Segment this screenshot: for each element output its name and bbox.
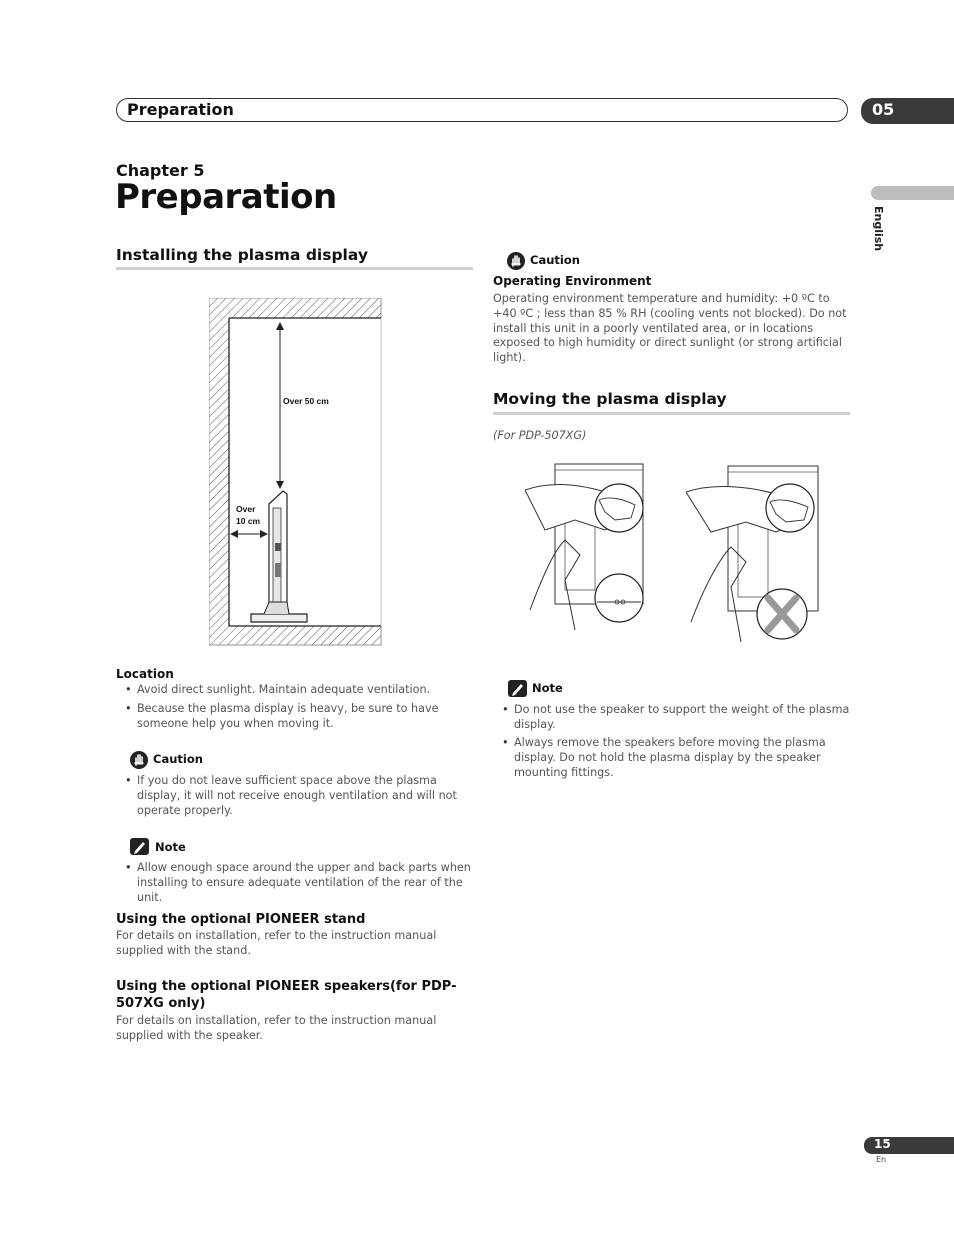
section-title-installing: Installing the plasma display — [116, 246, 368, 264]
moving-correct-illustration — [525, 460, 650, 632]
operating-environment-title: Operating Environment — [493, 274, 652, 288]
section-title-moving: Moving the plasma display — [493, 390, 727, 408]
section-rule — [493, 412, 850, 415]
caution-label: Caution — [153, 752, 203, 766]
stand-title: Using the optional PIONEER stand — [116, 912, 366, 927]
speakers-title: Using the optional PIONEER speakers(for PDP-507XG only) — [116, 979, 457, 1011]
label-over-50cm: Over 50 cm — [283, 396, 329, 406]
label-10cm: 10 cm — [236, 516, 261, 526]
list-item: • Do not use the speaker to support the weight of the plasma display. — [502, 703, 850, 731]
language-label: English — [872, 206, 885, 252]
location-title: Location — [116, 667, 174, 681]
page-lang-code: En — [876, 1155, 887, 1164]
list-item: • If you do not leave sufficient space above the plasma display, it will not receive enough ventilation and will not operate properly. — [125, 774, 457, 817]
chapter-number-tab — [861, 98, 954, 124]
list-item: • Always remove the speakers before moving the plasma display. Do not hold the plasma display by the speaker mounting fittings. — [502, 736, 826, 779]
caution-hand-icon — [130, 751, 148, 769]
model-note: (For PDP-507XG) — [493, 429, 587, 442]
note-pencil-icon — [508, 680, 527, 697]
caution-label: Caution — [530, 253, 580, 267]
page-number: 15 — [874, 1137, 891, 1151]
stand-text: For details on installation, refer to the instruction manual supplied with the stand. — [116, 929, 437, 957]
installation-clearance-diagram — [209, 298, 382, 646]
caution-hand-icon — [507, 252, 525, 270]
list-item: • Because the plasma display is heavy, be sure to have someone help you when moving it. — [125, 702, 439, 730]
section-rule — [116, 267, 473, 270]
speakers-text: For details on installation, refer to the instruction manual supplied with the speaker. — [116, 1014, 437, 1042]
label-over: Over — [236, 504, 256, 514]
operating-environment-text: Operating environment temperature and humidity: +0 ºC to +40 ºC ; less than 85 % RH (cooling vents not blocked). Do not install this unit in a poorly ventilated area, or in locations exposed to high humidity or direct sunlight (or strong artificial light). — [493, 292, 847, 365]
note-label: Note — [155, 840, 186, 854]
page-title: Preparation — [115, 177, 337, 217]
moving-incorrect-illustration — [686, 462, 826, 648]
list-item: • Allow enough space around the upper and back parts when installing to ensure adequate ventilation of the rear of the unit. — [125, 861, 471, 904]
chapter-label: Chapter 5 — [116, 161, 205, 180]
note-label: Note — [532, 681, 563, 695]
chapter-number: 05 — [872, 100, 895, 119]
list-item: • Avoid direct sunlight. Maintain adequate ventilation. — [125, 683, 431, 696]
note-pencil-icon — [130, 838, 149, 855]
header-title: Preparation — [127, 100, 234, 119]
page-number-tab — [864, 1137, 954, 1154]
language-tab — [871, 186, 954, 200]
